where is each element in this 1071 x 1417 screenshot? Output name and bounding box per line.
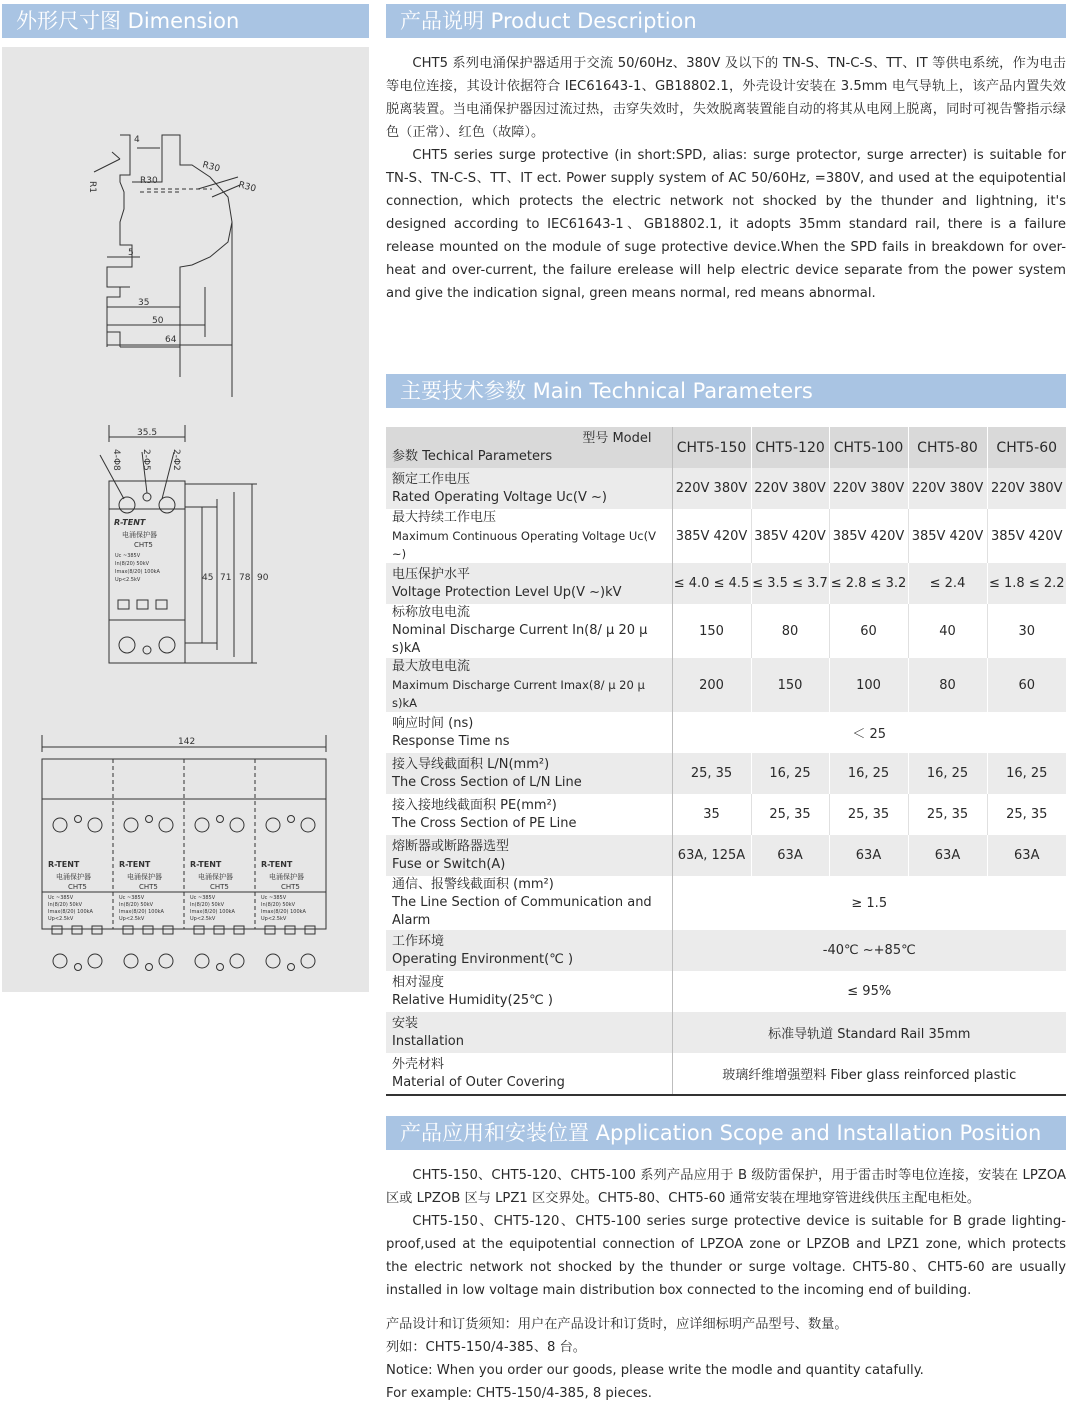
param-name-cn: 工作环境 [392,933,445,949]
table-row [386,509,1066,563]
front-spec-in: In(8/20) 50kV [115,561,150,567]
dim-2-phi2: 2-Φ2 [171,449,181,471]
dim-142: 142 [178,737,196,747]
svg-text:R-TENT: R-TENT [261,860,293,869]
svg-text:Up<2.5kV: Up<2.5kV [48,916,74,922]
table-row [386,835,1066,876]
param-value-cell: 63A [987,835,1066,876]
param-name-cn: 外壳材料 [392,1056,445,1072]
param-value-cell: 100 [829,658,908,712]
param-value-cell: 63A, 125A [672,835,751,876]
param-value-merged: ≤ 95% [672,971,1066,1012]
front-brand-logo: R-TENT [114,518,146,527]
param-value-merged: ＜ 25 [672,712,1066,753]
table-row [386,1053,1066,1095]
param-value-cell: 220V 380V [751,468,829,509]
front-spec-uc: Uc ~385V [115,553,141,559]
param-value-cell: 60 [829,604,908,658]
dim-78: 78 [239,573,251,583]
svg-text:Up<2.5kV: Up<2.5kV [119,916,145,922]
dim-r30-b: R30 [201,160,221,175]
four-pole-labels [178,737,195,747]
param-name-cell [386,794,672,835]
table-row [386,563,1066,604]
order-example-cn: 列如：CHT5-150/4-385、8 台。 [386,1340,586,1355]
front-spec-imax: Imax(8/20) 100kA [115,569,160,575]
param-name-cell [386,658,672,712]
param-name-cn: 最大持续工作电压 [392,510,497,525]
svg-text:CHT5: CHT5 [210,883,229,891]
svg-text:Uc ~385V: Uc ~385V [48,895,74,901]
dimension-drawings [2,47,369,992]
svg-text:CHT5: CHT5 [139,883,158,891]
svg-text:电涌保护器: 电涌保护器 [198,873,233,881]
order-notice-cn: 产品设计和订货须知：用户在产品设计和订货时，应详细标明产品型号、数量。 [386,1317,848,1332]
description-header: 产品说明 Product Description [386,4,1066,38]
param-name-en: The Line Section of Communication and Alarm [392,895,652,928]
param-name-cell [386,971,672,1012]
param-value-cell: 25, 35 [829,794,908,835]
table-row [386,794,1066,835]
dimension-drawing-panel [2,47,369,992]
param-name-cn: 电压保护水平 [392,566,471,582]
header-corner-cell [386,427,672,468]
param-name-cell [386,876,672,930]
table-row [386,658,1066,712]
dim-50: 50 [152,316,164,326]
param-name-en: Maximum Discharge Current Imax(8/ μ 20 μ s)kA [392,678,645,710]
param-value-cell: 35 [672,794,751,835]
header-param-label: 参数 Techical Parameters [392,448,553,464]
param-name-en: The Cross Section of PE Line [392,815,577,831]
svg-text:R-TENT: R-TENT [119,860,151,869]
param-value-cell: 40 [908,604,987,658]
dim-35-5: 35.5 [137,428,158,438]
param-name-cn: 安装 [392,1015,419,1031]
param-name-cn: 响应时间 (ns) [392,715,474,731]
header-model-2: CHT5-100 [829,427,908,468]
dim-35: 35 [138,298,150,308]
pole-module [48,816,102,971]
application-cn: CHT5-150、CHT5-120、CHT5-100 系列产品应用于 B 级防雷保护，用于雷击时等电位连接，安装在 LPZOA 区或 LPZOB 区与 LPZ1 区交界处。CHT5-80、CHT5-60 通常安装在埋地穿管进线供压主配电柜处。 [386,1168,1066,1206]
param-value-cell: 25, 35 [672,753,751,794]
param-name-en: Nominal Discharge Current In(8/ μ 20 μ s)kA [392,623,648,656]
param-name-cell [386,1053,672,1095]
parameters-table [386,427,1066,1096]
param-value-cell: 385V 420V [987,509,1066,563]
svg-text:R-TENT: R-TENT [48,860,80,869]
description-en: CHT5 series surge protective (in short:SPD, alias: surge protector, surge arrecter) is suitable for TN-S、TN-C-S、TT、IT ect. Power supply system of AC 50/60Hz, =380V, and used at the equipotential connection, which protects the electric network not shocked by the thunder and lightning, it's designed according to IEC61643-1、GB18802.1, it adopts 35mm standard rail, there is a failure release mounted on the module of suge protective device.When the SPD fails in breakdown for over-heat and over-current, the failure erelease will help electric device separate from the power system and give the indication signal, green means normal, red means abnormal. [386,148,1066,301]
param-value-cell: 63A [829,835,908,876]
svg-text:Imax(8/20) 100kA: Imax(8/20) 100kA [119,909,164,915]
description-text [386,52,1066,305]
svg-text:Imax(8/20) 100kA: Imax(8/20) 100kA [261,909,306,915]
table-row [386,753,1066,794]
param-value-cell: 385V 420V [672,509,751,563]
param-value-cell: 16, 25 [829,753,908,794]
param-value-cell: 220V 380V [908,468,987,509]
svg-text:In(8/20) 50kV: In(8/20) 50kV [190,902,225,908]
table-row [386,604,1066,658]
param-name-cn: 通信、报警线截面积 (mm²) [392,877,554,892]
param-value-cell: ≤ 1.8 ≤ 2.2 [987,563,1066,604]
param-value-cell: 150 [751,658,829,712]
param-value-cell: 385V 420V [829,509,908,563]
svg-text:In(8/20) 50kV: In(8/20) 50kV [261,902,296,908]
svg-text:Imax(8/20) 100kA: Imax(8/20) 100kA [48,909,93,915]
param-name-cell [386,509,672,563]
param-value-cell: ≤ 4.0 ≤ 4.5 [672,563,751,604]
param-value-cell: 60 [987,658,1066,712]
param-name-en: The Cross Section of L/N Line [392,774,582,790]
param-value-merged: -40℃ ~+85℃ [672,930,1066,971]
svg-text:CHT5: CHT5 [281,883,300,891]
pole-module [119,816,173,971]
svg-text:In(8/20) 50kV: In(8/20) 50kV [48,902,83,908]
svg-text:Uc ~385V: Uc ~385V [119,895,145,901]
param-name-en: Fuse or Switch(A) [392,856,506,872]
param-name-cell [386,1012,672,1053]
param-name-cell [386,753,672,794]
param-value-cell: 220V 380V [987,468,1066,509]
description-cn: CHT5 系列电涌保护器适用于交流 50/60Hz、380V 及以下的 TN-S、TN-C-S、TT、IT 等供电系统，作为电击等电位连接，其设计依据符合 IEC61643-1、GB18802.1，外壳设计安装在 3.5mm 电气导轨上，该产品内置失效脱离装置。当电涌保护器因过流过热，击穿失效时，失效脱离装置能自动的将其从电网上脱离，同时可视告警指示绿色（正常）、红色（故障）。 [386,56,1066,140]
svg-text:电涌保护器: 电涌保护器 [269,873,304,881]
param-name-en: Relative Humidity(25℃ ) [392,992,553,1008]
dim-r1: R1 [87,181,97,193]
table-header-row [386,427,1066,468]
param-value-cell: 220V 380V [672,468,751,509]
svg-text:Uc ~385V: Uc ~385V [190,895,216,901]
param-name-cn: 相对湿度 [392,974,445,990]
header-model-label: 型号 Model [582,430,652,446]
param-value-cell: 150 [672,604,751,658]
application-en: CHT5-150、CHT5-120、CHT5-100 series surge protective device is suitable for B grade lighting-proof,used at the equipotential connection of LPZOA zone or LPZOB and LPZ1 zone, which protects the electric network not shocked by the thunder or surge voltage. CHT5-80、CHT5-60 are usually installed in low voltage main distribution box connected to the incoming end of building. [386,1214,1066,1298]
order-example-en: For example: CHT5-150/4-385, 8 pieces. [386,1386,652,1401]
param-value-cell: 80 [751,604,829,658]
svg-text:R-TENT: R-TENT [190,860,222,869]
svg-text:Up<2.5kV: Up<2.5kV [261,916,287,922]
param-value-cell: ≤ 2.8 ≤ 3.2 [829,563,908,604]
param-value-cell: 63A [751,835,829,876]
svg-text:Uc ~385V: Uc ~385V [261,895,287,901]
header-model-0: CHT5-150 [672,427,751,468]
svg-text:Imax(8/20) 100kA: Imax(8/20) 100kA [190,909,235,915]
param-name-en: Maximum Continuous Operating Voltage Uc(V ~) [392,529,656,561]
param-name-en: Operating Environment(℃ ) [392,951,574,967]
param-name-cn: 接入接地线截面积 PE(mm²) [392,797,557,813]
dim-4-phi8: 4-Φ8 [111,449,121,471]
param-name-cell [386,835,672,876]
param-value-cell: 16, 25 [908,753,987,794]
param-value-merged: ≥ 1.5 [672,876,1066,930]
param-name-cell [386,930,672,971]
param-value-cell: ≤ 2.4 [908,563,987,604]
dimension-header: 外形尺寸图 Dimension [2,4,369,38]
param-value-cell: 220V 380V [829,468,908,509]
param-name-cn: 标称放电电流 [392,605,471,620]
table-row [386,1012,1066,1053]
param-name-cn: 接入导线截面积 L/N(mm²) [392,756,550,772]
header-model-4: CHT5-60 [987,427,1066,468]
order-notes [386,1313,1066,1405]
parameters-header: 主要技术参数 Main Technical Parameters [386,374,1066,408]
table-row [386,971,1066,1012]
param-value-merged: 标准导轨道 Standard Rail 35mm [672,1012,1066,1053]
svg-text:Up<2.5kV: Up<2.5kV [190,916,216,922]
svg-text:电涌保护器: 电涌保护器 [56,873,91,881]
param-name-cell [386,604,672,658]
svg-text:电涌保护器: 电涌保护器 [127,873,162,881]
table-row [386,930,1066,971]
param-value-cell: 25, 35 [751,794,829,835]
dim-r30-c: R30 [237,180,257,195]
front-model: CHT5 [134,541,153,549]
table-row [386,876,1066,930]
front-product-name: 电涌保护器 [122,531,157,539]
table-row [386,468,1066,509]
dim-45: 45 [202,573,214,583]
param-name-en: Response Time ns [392,733,510,749]
param-value-cell: 25, 35 [908,794,987,835]
param-value-cell: 16, 25 [751,753,829,794]
param-name-cn: 最大放电电流 [392,659,471,674]
param-value-cell: 385V 420V [908,509,987,563]
param-name-cn: 熔断器或断路器选型 [392,838,510,854]
param-name-cell [386,563,672,604]
param-name-cell [386,712,672,753]
application-header: 产品应用和安装位置 Application Scope and Installation Position [386,1116,1066,1150]
param-value-cell: 385V 420V [751,509,829,563]
param-value-cell: 200 [672,658,751,712]
param-value-cell: ≤ 3.5 ≤ 3.7 [751,563,829,604]
dim-2-phi5: 2-Φ5 [141,449,151,471]
param-name-cell [386,468,672,509]
order-notice-en: Notice: When you order our goods, please write the modle and quantity catafully. [386,1363,924,1378]
param-value-merged: 玻璃纤维增强塑料 Fiber glass reinforced plastic [672,1053,1066,1095]
dim-5: 5 [128,248,134,258]
param-name-cn: 额定工作电压 [392,471,471,487]
param-name-en: Material of Outer Covering [392,1074,565,1090]
param-value-cell: 25, 35 [987,794,1066,835]
param-value-cell: 80 [908,658,987,712]
param-name-en: Voltage Protection Level Up(V ~)kV [392,584,622,600]
header-model-3: CHT5-80 [908,427,987,468]
pole-module [261,816,315,971]
application-text [386,1164,1066,1302]
param-value-cell: 30 [987,604,1066,658]
four-pole-modules [48,816,315,971]
svg-text:In(8/20) 50kV: In(8/20) 50kV [119,902,154,908]
dim-64: 64 [165,335,177,345]
dim-90: 90 [257,573,269,583]
dim-r30-a: R30 [140,176,158,186]
front-spec-up: Up<2.5kV [115,577,141,583]
pole-module [190,816,244,971]
svg-text:CHT5: CHT5 [68,883,87,891]
dim-4: 4 [134,135,140,145]
param-value-cell: 63A [908,835,987,876]
param-name-en: Installation [392,1033,465,1049]
header-model-1: CHT5-120 [751,427,829,468]
param-value-cell: 16, 25 [987,753,1066,794]
param-name-en: Rated Operating Voltage Uc(V ~) [392,489,607,505]
table-row [386,712,1066,753]
dim-71: 71 [220,573,232,583]
